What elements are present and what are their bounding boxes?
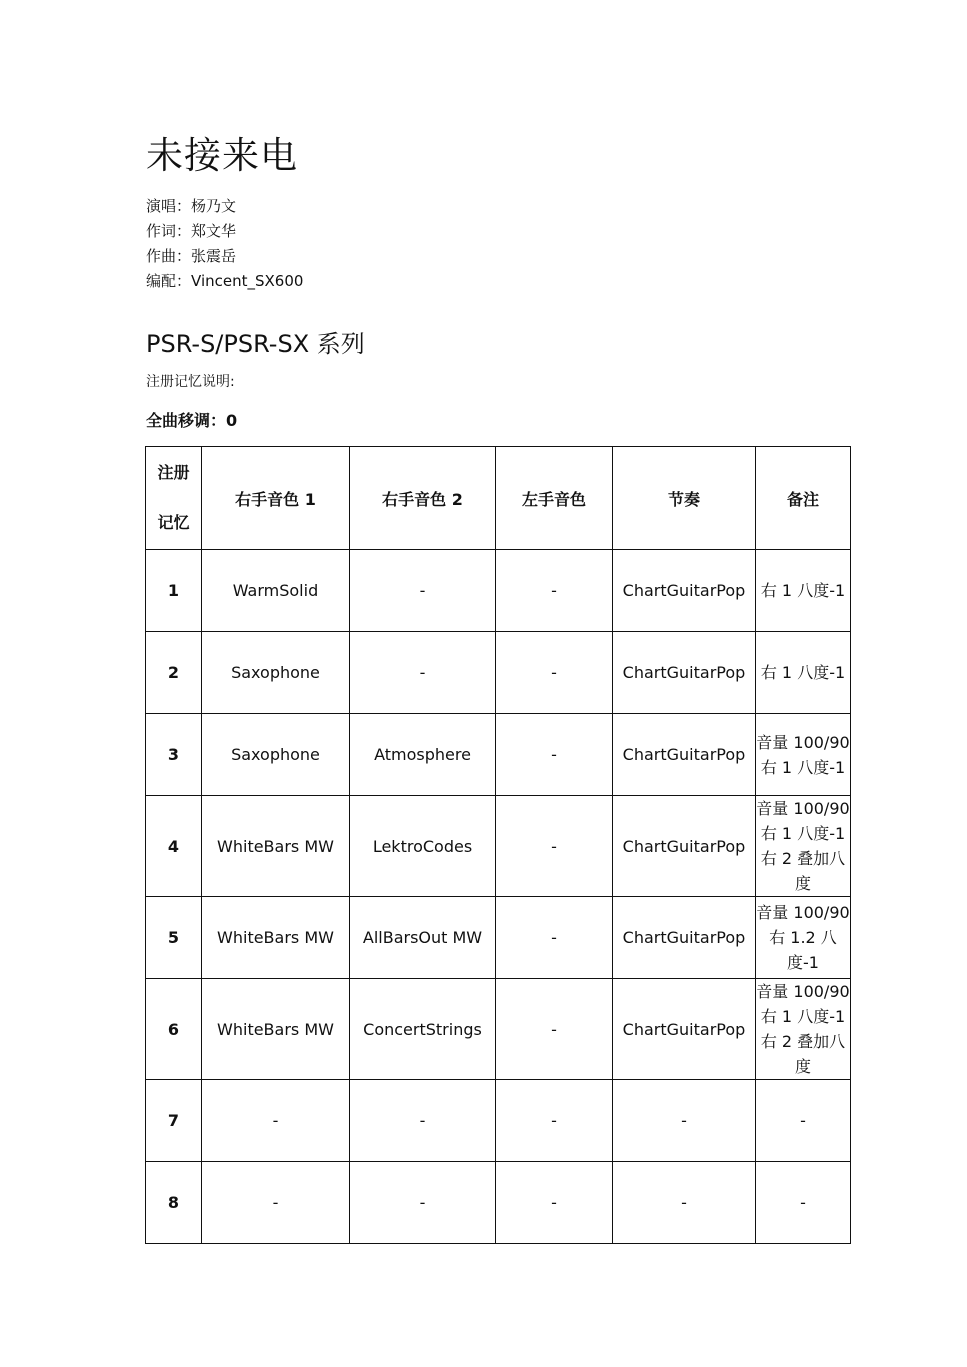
table-row [146,1162,851,1244]
right-voice-1: WarmSolid [202,550,350,632]
left-voice: - [496,1080,613,1162]
left-voice: - [496,796,613,897]
remark-cell [756,796,851,897]
right-voice-2: - [350,1080,496,1162]
remark-line: - [800,1193,806,1212]
style-name: ChartGuitarPop [613,632,756,714]
table-row [146,979,851,1080]
reg-number: 7 [146,1080,202,1162]
left-voice: - [496,979,613,1080]
left-voice: - [496,1162,613,1244]
remark-cell [756,1080,851,1162]
table-row [146,632,851,714]
right-voice-2: Atmosphere [350,714,496,796]
credit-composer: 作曲：张震岳 [146,247,237,265]
style-name: ChartGuitarPop [613,979,756,1080]
remark-line: 音量 100/90 [756,732,850,752]
credit-lyricist: 作词：郑文华 [146,222,237,240]
right-voice-2: - [350,1162,496,1244]
remark-line: 右 1 八度-1 [760,824,846,843]
remark-line: 右 1 八度-1 [760,663,846,682]
remark-line: 右 2 叠加八度 [760,849,846,893]
song-title: 未接来电 [146,134,298,177]
right-voice-1: WhiteBars MW [202,979,350,1080]
remark-cell [756,897,851,979]
credits-block [146,194,303,294]
table-header-row [146,447,851,550]
registration-note: 注册记忆说明: [146,374,235,390]
reg-number: 6 [146,979,202,1080]
right-voice-2: - [350,550,496,632]
header-left-voice: 左手音色 [496,447,613,550]
remark-cell [756,714,851,796]
style-name: ChartGuitarPop [613,796,756,897]
header-right-voice-2: 右手音色 2 [350,447,496,550]
remark-line: 右 1 八度-1 [760,581,846,600]
left-voice: - [496,550,613,632]
remark-cell [756,979,851,1080]
transpose-info: 全曲移调：0 [146,411,238,430]
remark-line: 右 1 八度-1 [760,1007,846,1026]
registration-table [145,446,851,1244]
credit-value: Vincent_SX600 [191,272,304,290]
header-style: 节奏 [613,447,756,550]
right-voice-1: Saxophone [202,714,350,796]
credit-label: 作曲 [146,247,177,265]
remark-line: 音量 100/90 [756,982,850,1001]
credit-value: 杨乃文 [191,197,237,215]
remark-line: - [800,1111,806,1130]
reg-number: 4 [146,796,202,897]
table-row [146,550,851,632]
reg-number: 8 [146,1162,202,1244]
credit-value: 郑文华 [191,222,237,240]
credit-label: 作词 [146,222,177,240]
right-voice-1: - [202,1080,350,1162]
style-name: ChartGuitarPop [613,714,756,796]
style-name: ChartGuitarPop [613,550,756,632]
left-voice: - [496,897,613,979]
reg-number: 2 [146,632,202,714]
header-remark: 备注 [756,447,851,550]
style-name: - [613,1162,756,1244]
remark-cell [756,632,851,714]
right-voice-1: Saxophone [202,632,350,714]
reg-number: 3 [146,714,202,796]
table-row [146,897,851,979]
header-registration [146,447,202,550]
table-row [146,1080,851,1162]
remark-line: 音量 100/90 [756,903,850,922]
style-name: - [613,1080,756,1162]
remark-line: 右 1.2 八度-1 [769,928,837,972]
header-reg-line2: 记忆 [157,513,190,532]
left-voice: - [496,714,613,796]
header-right-voice-1: 右手音色 1 [202,447,350,550]
series-heading: PSR-S/PSR-SX 系列 [146,330,365,358]
right-voice-2: AllBarsOut MW [350,897,496,979]
header-reg-line1: 注册 [157,463,190,482]
right-voice-1: WhiteBars MW [202,897,350,979]
reg-number: 5 [146,897,202,979]
remark-line: 右 2 叠加八度 [760,1032,846,1076]
credit-arranger: 编配：Vincent_SX600 [146,272,304,290]
right-voice-2: - [350,632,496,714]
remark-line: 右 1 八度-1 [760,757,846,777]
reg-number: 1 [146,550,202,632]
credit-label: 演唱 [146,197,177,215]
table-row [146,796,851,897]
left-voice: - [496,632,613,714]
right-voice-1: WhiteBars MW [202,796,350,897]
right-voice-2: ConcertStrings [350,979,496,1080]
table-row [146,714,851,796]
credit-value: 张震岳 [191,247,237,265]
remark-cell [756,550,851,632]
right-voice-2: LektroCodes [350,796,496,897]
credit-singer: 演唱：杨乃文 [146,197,237,215]
remark-line: 音量 100/90 [756,799,850,818]
credit-label: 编配 [146,272,177,290]
right-voice-1: - [202,1162,350,1244]
style-name: ChartGuitarPop [613,897,756,979]
remark-cell [756,1162,851,1244]
